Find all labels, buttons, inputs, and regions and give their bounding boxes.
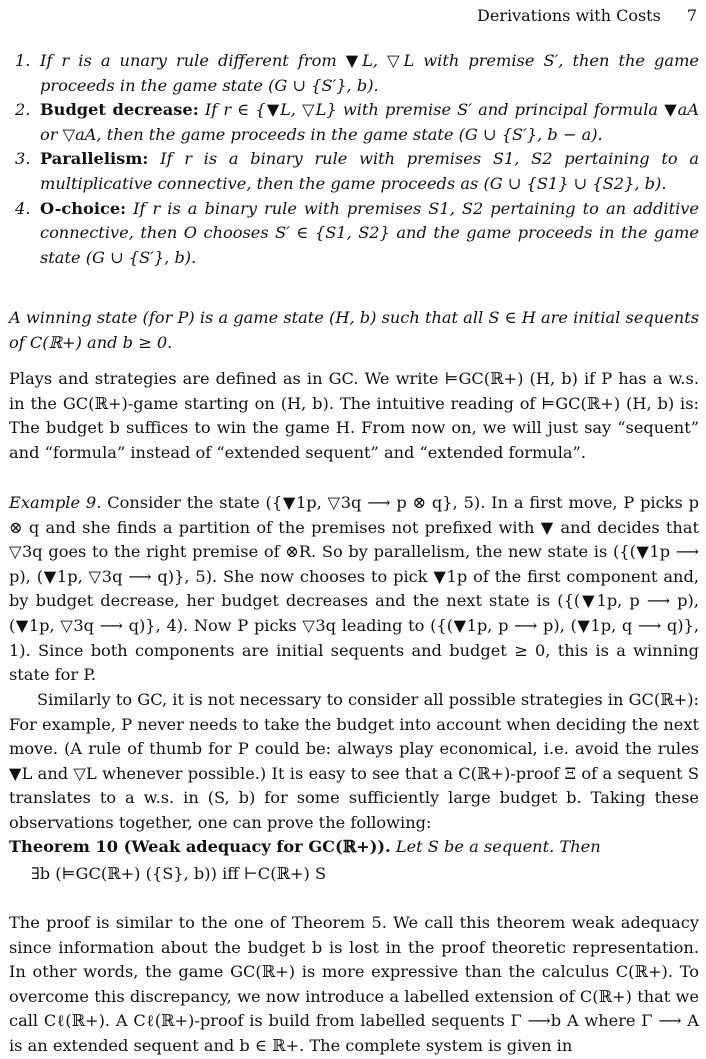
theorem-label: Theorem 10 (Weak adequacy for GC(ℝ+)). — [9, 837, 391, 856]
winning-state-definition: A winning state (for P) is a game state (H, b) such that all S ∈ H are initial sequents of C(ℝ+) and b ≥ 0. — [9, 308, 699, 352]
proof-paragraph: The proof is similar to the one of Theorem 5. We call this theorem weak adequacy since information about the budget b is lost in the proof theoretic representation. In other words, the game GC(ℝ+) is more expressive than the calculus C(ℝ+). To overcome this discrepancy, we now introduce a labelled extension of C(ℝ+) that we call Cℓ(ℝ+). A Cℓ(ℝ+)-proof is build from labelled sequents Γ ⟶b A where Γ ⟶ A is an extended sequent and b ∈ ℝ+. The complete system is given in — [9, 913, 699, 1055]
theorem-text: Let S be a sequent. Then — [395, 837, 601, 856]
running-header — [477, 4, 697, 29]
rule-item — [9, 49, 699, 98]
rule-item — [9, 147, 699, 196]
similarly-paragraph: Similarly to GC, it is not necessary to consider all possible strategies in GC(ℝ+): For example, P never needs to take the budget into account when deciding the next move. (A rule of thumb for P could be: always play economical, i.e. avoid the rules ▼L and ▽L whenever possible.) It is easy to see that a C(ℝ+)-proof Ξ of a sequent S translates to a w.s. in (S, b) for some sufficiently large budget b. Taking these observations together, one can prove the following: — [9, 690, 699, 832]
rule-text: If r ∈ {▼L, ▽L} with premise S′ and principal formula ▼aA or ▽aA, then the game proceeds in the game state (G ∪ {S′}, b − a). — [40, 100, 699, 144]
theorem-formula: ∃b (⊨GC(ℝ+) ({S}, b)) iff ⊢C(ℝ+) S — [31, 864, 327, 883]
rule-text: If r is a binary rule with premises S1, S2 pertaining to a multiplicative connective, then the game proceeds as (G ∪ {S1} ∪ {S2}, b). — [40, 149, 699, 193]
example-label: Example 9. — [9, 493, 102, 512]
plays-paragraph: Plays and strategies are defined as in GC. We write ⊨GC(ℝ+) (H, b) if P has a w.s. in the GC(ℝ+)-game starting on (H, b). The intuitive reading of ⊨GC(ℝ+) (H, b) is: The budget b suffices to win the game H. From now on, we will just say “sequent” and “formula” instead of “extended sequent” and “extended formula”. — [9, 369, 699, 462]
rule-text: If r is a binary rule with premises S1, S2 pertaining to an additive connective, then O chooses S′ ∈ {S1, S2} and the game proceeds in the game state (G ∪ {S′}, b). — [40, 198, 699, 267]
example-text: Consider the state ({▼1p, ▽3q ⟶ p ⊗ q}, 5). In a first move, P picks p ⊗ q and she finds a partition of the premises not prefixed with ▼ and decides that ▽3q goes to the right premise of ⊗R. So by parallelism, the new state is ({(▼1p ⟶ p), (▼1p, ▽3q ⟶ q)}, 5). She now chooses to pick ▼1p of the first component and, by budget decrease, her budget decreases and the next state is ({(▼1p, p ⟶ p), (▼1p, ▽3q ⟶ q)}, 4). Now P picks ▽3q leading to ({(▼1p, p ⟶ p), (▼1p, q ⟶ q)}, 1). Since both components are initial sequents and budget ≥ 0, this is a winning state for P. — [9, 493, 699, 685]
rule-number: 2. — [15, 100, 31, 120]
rule-label: Budget decrease: — [40, 100, 199, 120]
rule-item — [9, 98, 699, 147]
game-rules-list — [9, 49, 699, 270]
theorem-statement — [9, 835, 699, 860]
rule-item — [9, 197, 699, 271]
example-paragraph — [9, 491, 699, 688]
rule-number: 4. — [15, 198, 31, 218]
rule-label: Parallelism: — [40, 149, 149, 169]
rule-label: O-choice: — [40, 198, 127, 218]
rule-text: If r is a unary rule different from ▼L, ▽L with premise S′, then the game proceeds in the game state (G ∪ {S′}, b). — [40, 51, 699, 95]
page-number: 7 — [686, 6, 697, 25]
rule-number: 1. — [15, 51, 31, 70]
header-title: Derivations with Costs — [477, 6, 661, 25]
rule-number: 3. — [15, 149, 31, 169]
